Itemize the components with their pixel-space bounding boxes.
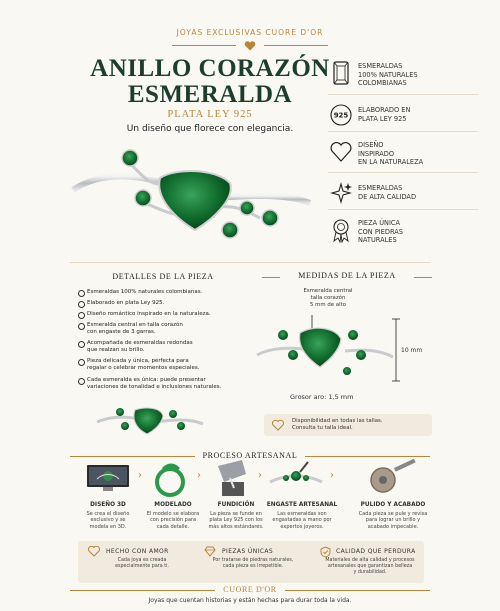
925-badge-icon <box>330 102 352 128</box>
hero-ring-image <box>65 138 315 253</box>
process-step: ENGASTE ARTESANAL Las esmeraldas son engastadas a mano por expertos joyeros. <box>266 502 338 530</box>
arrow-icon: › <box>138 470 142 481</box>
section-divider <box>70 262 430 263</box>
sizes-note-box: Disponibilidad en todas las tallas. Consulta tu talla ideal. <box>264 414 432 436</box>
page-title-line2: ESMERALDA <box>127 81 293 108</box>
diamond-icon <box>204 546 216 557</box>
process-heading: PROCESO ARTESANAL <box>70 451 430 461</box>
feature-nature-design: DISEÑO INSPIRADO EN LA NATURALEZA <box>330 137 500 177</box>
award-ribbon-icon <box>330 217 352 243</box>
footer-feature-love: HECHO CON AMOR Cada joya es creada especialmente para ti. <box>80 546 190 582</box>
arrow-icon: › <box>330 470 334 481</box>
brand-line: JOYAS EXCLUSIVAS CUORE D'OR <box>176 28 324 37</box>
heart-outline-icon <box>88 546 100 557</box>
feature-divider <box>328 209 478 210</box>
height-measure: 10 mm <box>401 347 423 354</box>
detail-item: Pieza delicada y única, perfecta para regalar o celebrar momentos especiales. <box>78 358 248 372</box>
process-step: DISEÑO 3D Se crea el diseño exclusivo y se modela en 3D. <box>86 502 130 530</box>
heart-outline-icon <box>330 139 352 165</box>
feature-natural-emeralds: ESMERALDAS 100% NATURALES COLOMBIANAS <box>330 58 500 98</box>
emerald-gem-icon <box>330 60 352 86</box>
detail-ring-image <box>95 400 205 440</box>
feature-divider <box>328 131 478 132</box>
feature-high-quality: ESMERALDAS DE ALTA CALIDAD <box>330 178 500 218</box>
step-casting-image <box>212 458 250 498</box>
height-dimension-line <box>392 318 400 382</box>
feature-divider <box>328 172 478 173</box>
process-step: PULIDO Y ACABADO Cada pieza se pule y revisa para lograr un brillo y acabado impecable. <box>358 502 428 530</box>
detail-item: Esmeralda central en talla corazón con engaste de 3 garras. <box>78 322 248 336</box>
center-stone-label: Esmeralda central talla corazón 5 mm de alto <box>303 288 353 308</box>
heart-outline-icon <box>272 419 284 431</box>
step-3d-design-image <box>83 463 133 493</box>
sparkle-icon <box>330 180 352 206</box>
header-divider <box>172 41 328 51</box>
detail-item: Esmeraldas 100% naturales colombianas. <box>78 289 248 296</box>
heart-icon <box>244 41 256 51</box>
feature-silver-925: 925 ELABORADO EN PLATA LEY 925 <box>330 100 500 140</box>
shield-check-icon <box>320 546 331 558</box>
step-setting-image <box>268 460 324 494</box>
process-step: MODELADO El modelo se elabora con precisión para cada detalle. <box>146 502 200 530</box>
arrow-icon: › <box>258 470 262 481</box>
ring-thickness: Grosor aro: 1,5 mm <box>290 393 354 401</box>
detail-item: Acompañada de esmeraldas redondas que realzan su brillo. <box>78 340 248 354</box>
feature-divider <box>328 94 478 95</box>
page-subtitle: PLATA LEY 925 <box>167 109 253 120</box>
page-title-line1: ANILLO CORAZÓN <box>90 55 330 82</box>
brand-footer-line: Joyas que cuentan historias y están hechas para durar toda la vida. <box>148 597 352 604</box>
svg-text:925: 925 <box>333 111 349 120</box>
tagline: Un diseño que florece con elegancia. <box>126 124 294 134</box>
details-heading: DETALLES DE LA PIEZA <box>112 272 214 281</box>
footer-feature-unique: PIEZAS ÚNICAS Por tratarse de piedras naturales, cada pieza es irrepetible. <box>198 546 308 582</box>
step-modeling-image <box>150 460 190 498</box>
measure-ring-image <box>255 315 395 390</box>
brand-footer-title: CUORE D'OR <box>70 585 430 595</box>
arrow-icon: › <box>197 470 201 481</box>
detail-item: Cada esmeralda es única: puede presentar variaciones de tonalidad e inclusiones naturales. <box>78 377 248 391</box>
detail-item: Diseño romántico inspirado en la naturaleza. <box>78 311 248 318</box>
process-step: FUNDICIÓN La pieza se funde en plata Ley 925 con los más altos estándares. <box>208 502 264 530</box>
footer-feature-quality: CALIDAD QUE PERDURA Materiales de alta calidad y procesos artesanales que garantizan belleza y durabilidad. <box>316 546 424 582</box>
feature-unique-piece: PIEZA ÚNICA CON PIEDRAS NATURALES <box>330 215 500 255</box>
step-polishing-image <box>368 458 418 498</box>
detail-item: Elaborado en plata Ley 925. <box>78 300 248 307</box>
measures-heading: MEDIDAS DE LA PIEZA <box>262 271 432 283</box>
